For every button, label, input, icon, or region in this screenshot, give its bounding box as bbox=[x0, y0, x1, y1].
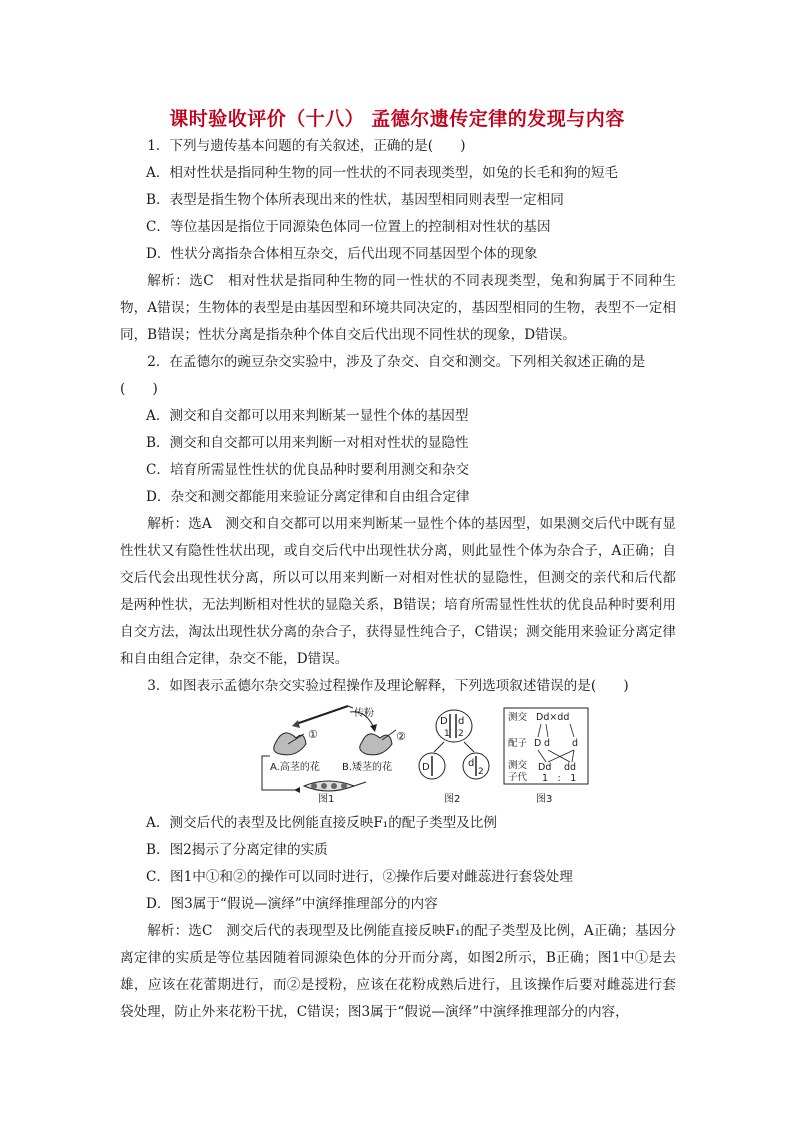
figure-2 bbox=[419, 710, 489, 804]
svg-text:D: D bbox=[440, 716, 448, 727]
question-2-option-b: B．测交和自交都可以用来判断一对相对性状的显隐性 bbox=[146, 435, 469, 451]
transfer-label: 传粉 bbox=[354, 708, 374, 719]
flower-b-label: B.矮茎的花 bbox=[342, 762, 393, 773]
figure-1-caption: 图1 bbox=[318, 794, 335, 804]
svg-text:测交: 测交 bbox=[508, 712, 528, 723]
question-2-stem: 2．在孟德尔的豌豆杂交实验中，涉及了杂交、自交和测交。下列相关叙述正确的是( ) bbox=[120, 354, 646, 397]
svg-text:子代: 子代 bbox=[508, 772, 528, 783]
figure-illustration bbox=[258, 704, 658, 804]
svg-text:D: D bbox=[422, 762, 430, 773]
question-1-option-d: D．性状分离指杂合体相互杂交，后代出现不同基因型个体的现象 bbox=[146, 246, 538, 262]
svg-text:d: d bbox=[458, 716, 465, 727]
question-1-option-a: A．相对性状是指同种生物的同一性状的不同表现类型，如兔的长毛和狗的短毛 bbox=[146, 165, 619, 181]
brush-icon bbox=[296, 706, 348, 724]
question-3-option-b: B．图2揭示了分离定律的实质 bbox=[146, 842, 328, 858]
question-3-explanation: 解析：选C 测交后代的表现型及比例能直接反映F₁的配子类型及比例，A正确；基因分离定律的实质是等位基因随着同源染色体的分开而分离，如图2所示，B正确；图1中①是去雄，应该在花蕾期进行，而②是授粉，应该在花粉成熟后进行，且该操作后要对雌蕊进行套袋处理，防止外来花粉干扰，C错误；图3属于“假说—演绎”中演绎推理部分的内容， bbox=[120, 923, 676, 1020]
svg-text:配子: 配子 bbox=[508, 738, 528, 749]
flower-a-label: A.高茎的花 bbox=[270, 762, 320, 773]
svg-text:1 : 1: 1 : 1 bbox=[542, 773, 577, 784]
question-3-option-d: D．图3属于“假说—演绎”中演绎推理部分的内容 bbox=[146, 896, 438, 912]
question-3-figure bbox=[120, 704, 676, 804]
question-2-option-c: C．培育所需显性性状的优良品种时要利用测交和杂交 bbox=[146, 462, 470, 478]
figure-1 bbox=[262, 706, 406, 804]
question-2-option-d: D．杂交和测交都能用来验证分离定律和自由组合定律 bbox=[146, 489, 470, 505]
page-title: 课时验收评价（十八） 孟德尔遗传定律的发现与内容 bbox=[169, 108, 625, 130]
svg-text:d: d bbox=[572, 738, 579, 749]
svg-text:dd: dd bbox=[564, 762, 577, 773]
flower-b-icon bbox=[360, 734, 392, 755]
figure-2-caption: 图2 bbox=[444, 794, 461, 804]
document-body bbox=[120, 133, 676, 1026]
question-1-option-b: B．表型是指生物个体所表现出来的性状，基因型相同则表型一定相同 bbox=[146, 192, 564, 208]
question-1-explanation: 解析：选C 相对性状是指同种生物的同一性状的不同表现类型，兔和狗属于不同种生物，A错误；生物体的表型是由基因型和环境共同决定的，基因型相同的生物，表型不一定相同，B错误；性状分离是指杂种个体自交后代出现不同性状的现象，D错误。 bbox=[120, 273, 676, 343]
question-3-option-c: C．图1中①和②的操作可以同时进行，②操作后要对雌蕊进行套袋处理 bbox=[146, 869, 573, 885]
figure-3 bbox=[504, 708, 588, 804]
step-2-mark: ② bbox=[396, 730, 406, 743]
svg-text:Dd×dd: Dd×dd bbox=[536, 712, 570, 723]
figure-3-caption: 图3 bbox=[536, 794, 553, 804]
step-1-mark: ① bbox=[308, 728, 318, 741]
svg-text:2: 2 bbox=[458, 729, 464, 739]
question-2-explanation: 解析：选A 测交和自交都可以用来判断某一显性个体的基因型，如果测交后代中既有显性性状又有隐性性状出现，或自交后代中出现性状分离，则此显性个体为杂合子，A正确；自交后代会出现性状分离，所以可以用来判断一对相对性状的显隐性，但测交的亲代和后代都是两种性状，无法判断相对性状的显隐关系，B错误；培育所需显性性状的优良品种时要利用自交方法，淘汰出现性状分离的杂合子，获得显性纯合子，C错误；测交能用来验证分离定律和自由组合定律，杂交不能，D错误。 bbox=[120, 516, 676, 667]
svg-text:1: 1 bbox=[444, 729, 450, 739]
svg-text:D: D bbox=[534, 738, 542, 749]
question-3-option-a: A．测交后代的表型及比例能直接反映F₁的配子类型及比例 bbox=[146, 815, 497, 831]
arrow-down-left-icon bbox=[434, 742, 444, 752]
svg-text:Dd: Dd bbox=[538, 762, 552, 773]
question-1-stem: 1．下列与遗传基本问题的有关叙述，正确的是( ) bbox=[147, 138, 466, 154]
svg-text:d: d bbox=[468, 758, 475, 769]
svg-text:d: d bbox=[544, 738, 551, 749]
question-1-option-c: C．等位基因是指位于同源染色体同一位置上的控制相对性状的基因 bbox=[146, 219, 551, 235]
question-3-stem: 3．如图表示孟德尔杂交实验过程操作及理论解释，下列选项叙述错误的是( ) bbox=[147, 678, 629, 694]
svg-text:测交: 测交 bbox=[508, 760, 528, 771]
arrow-down-right-icon bbox=[464, 742, 474, 752]
arrow-head-icon bbox=[294, 787, 300, 793]
question-2-option-a: A．测交和自交都可以用来判断某一显性个体的基因型 bbox=[146, 408, 469, 424]
svg-text:2: 2 bbox=[478, 767, 484, 777]
